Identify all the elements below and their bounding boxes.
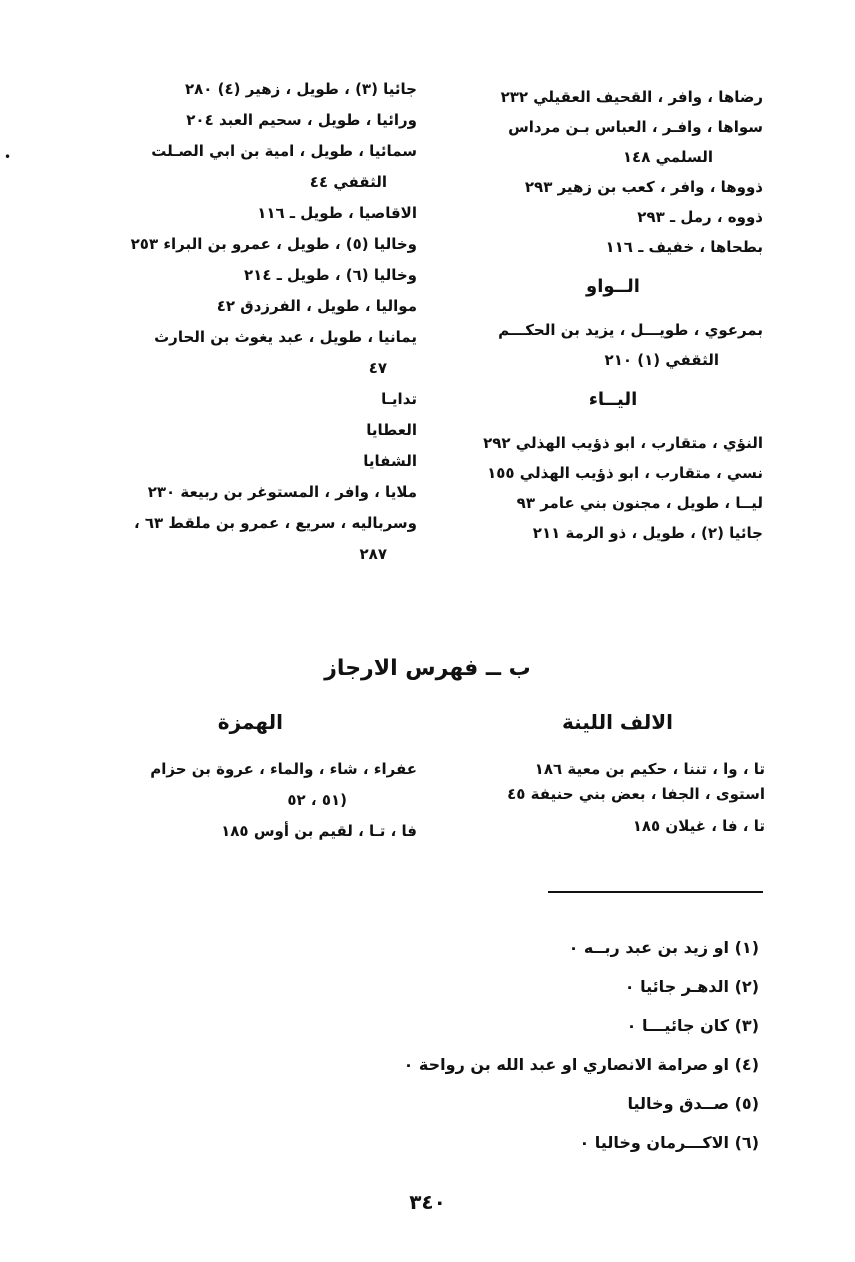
index-entry: وخاليا (٥) ، طويل ، عمرو بن البراء ٢٥٣ [130, 235, 417, 253]
index-entry: بمرعوي ، طويـــل ، يزيد بن الحكـــم [498, 321, 763, 339]
index-entry: نسي ، متقارب ، ابو ذؤيب الهذلي ١٥٥ [487, 464, 763, 482]
rajaz-alif-heading: الالف اللينة [561, 710, 673, 734]
right-column [463, 88, 763, 554]
left-column [87, 80, 417, 576]
index-entry: يمانيا ، طويل ، عبد يغوث بن الحارث [154, 328, 417, 346]
index-entry: سمائيا ، طويل ، امية بن ابي الصـلت [151, 142, 417, 160]
footnote: (٥) صــدق وخاليا [627, 1094, 759, 1113]
index-entry: جائيا (٣) ، طويل ، زهير (٤) ٢٨٠ [184, 80, 417, 98]
rajaz-entry: عفراء ، شاء ، والماء ، عروة بن حزام [150, 760, 417, 778]
index-entry: ذووها ، وافر ، كعب بن زهير ٢٩٣ [524, 178, 763, 196]
index-entry: العطايا [366, 421, 417, 439]
index-entry: النؤي ، متقارب ، ابو ذؤيب الهذلي ٢٩٢ [483, 434, 763, 452]
index-entry: مواليا ، طويل ، الفرزدق ٤٢ [216, 297, 417, 315]
section-heading-waw: الــواو [586, 276, 640, 297]
index-entry: وخاليا (٦) ، طويل ـ ٢١٤ [244, 266, 417, 284]
rajaz-entry: فا ، تـا ، لقيم بن أوس ١٨٥ [221, 822, 417, 840]
index-entry: الاقاصيا ، طويل ـ ١١٦ [257, 204, 417, 222]
footnote: (٣) كان جائيـــا ٠ [626, 1016, 759, 1035]
footnote: (٤) او صرامة الانصاري او عبد الله بن رواحة ٠ [403, 1055, 759, 1074]
index-entry: ذووه ، رمل ـ ٢٩٣ [637, 208, 763, 226]
footnote: (١) او زيد بن عبد ربــه ٠ [568, 938, 759, 957]
index-entry-continuation: السلمي ١٤٨ [622, 148, 713, 166]
index-entry-continuation: ٢٨٧ [359, 545, 387, 563]
margin-dot: • [4, 150, 12, 164]
rajaz-hamza-heading: الهمزة [217, 710, 283, 734]
index-entry: بطحاها ، خفيف ـ ١١٦ [605, 238, 763, 256]
rajaz-alif-list [507, 760, 765, 842]
rajaz-entry: استوى ، الجفا ، بعض بني حنيفة ٤٥ [507, 785, 765, 803]
footnote: (٦) الاكـــرمان وخاليا ٠ [579, 1133, 759, 1152]
footnote-separator [548, 891, 763, 893]
page-number: ٣٤٠ [409, 1190, 446, 1214]
rajaz-entry: تا ، وا ، تننا ، حكيم بن معية ١٨٦ [534, 760, 765, 778]
index-entry: الشفايا [363, 452, 417, 470]
index-entry: جائيا (٢) ، طويل ، ذو الرمة ٢١١ [532, 524, 763, 542]
index-entry: تدايـا [381, 390, 417, 408]
rajaz-entry-continuation: (٥١ ، ٥٢ [287, 791, 347, 809]
rajaz-index-title: ب ــ فهرس الارجاز [324, 656, 531, 681]
index-entry-continuation: ٤٧ [368, 359, 387, 377]
index-entry: ورائيا ، طويل ، سحيم العبد ٢٠٤ [186, 111, 417, 129]
index-entry: وسرباليه ، سريع ، عمرو بن ملقط ٦٣ ، [133, 514, 417, 532]
index-entry-continuation: الثقفي ٤٤ [309, 173, 387, 191]
rajaz-entry: تا ، فا ، غيلان ١٨٥ [632, 817, 765, 835]
index-entry-continuation: الثقفي (١) ٢١٠ [604, 351, 719, 369]
footnote: (٢) الدهـر جائيا ٠ [624, 977, 759, 996]
index-entry: رضاها ، وافر ، القحيف العقيلي ٢٣٢ [500, 88, 763, 106]
index-entry: سواها ، وافـر ، العباس بـن مرداس [508, 118, 763, 136]
rajaz-hamza-list [150, 760, 417, 853]
footnotes [79, 938, 759, 1172]
index-entry: ملايا ، وافر ، المستوغر بن ربيعة ٢٣٠ [147, 483, 417, 501]
index-entry: ليــا ، طويل ، مجنون بني عامر ٩٣ [516, 494, 763, 512]
section-heading-ya: اليــاء [588, 389, 638, 410]
